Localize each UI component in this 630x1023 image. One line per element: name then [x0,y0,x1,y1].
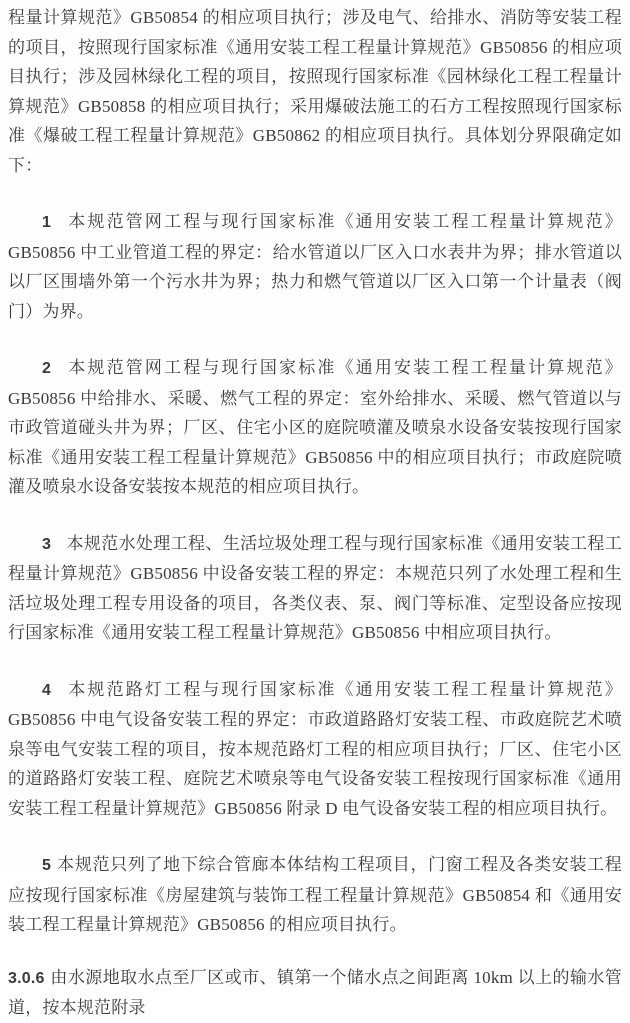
list-item-text: 本规范水处理工程、生活垃圾处理工程与现行国家标准《通用安装工程工程量计算规范》GB50856 中设备安装工程的界定：本规范只列了水处理工程和生活垃圾处理工程专用设备的项目，各类仪表、泵、阀门等标准、定型设备应按现行国家标准《通用安装工程工程量计算规范》GB50856 中相应项目执行。 [8,533,622,642]
list-item-text: 本规范管网工程与现行国家标准《通用安装工程工程量计算规范》GB50856 中工业管道工程的界定：给水管道以厂区入口水表井为界；排水管道以以厂区围墙外第一个污水井为界；热力和燃气管道以厂区入口第一个计量表（阀门）为界。 [8,212,622,321]
list-item-number: 5 [42,857,52,874]
list-item-number: 2 [42,360,52,377]
list-item-1 [8,207,622,326]
list-item-text: 本规范管网工程与现行国家标准《通用安装工程工程量计算规范》GB50856 中给排水、采暖、燃气工程的界定：室外给排水、采暖、燃气管道以与市政管道碰头井为界；厂区、住宅小区的庭院喷灌及喷泉水设备安装按现行国家标准《通用安装工程工程量计算规范》GB50856 中的相应项目执行；市政庭院喷灌及喷泉水设备安装按本规范的相应项目执行。 [8,358,622,496]
list-item-2 [8,353,622,502]
section-text: 由水源地取水点至厂区或市、镇第一个储水点之间距离 10km 以上的输水管道，按本规范附录 [8,967,622,1017]
list-item-text: 本规范路灯工程与现行国家标准《通用安装工程工程量计算规范》GB50856 中电气设备安装工程的界定：市政道路路灯安装工程、市政庭院艺术喷泉等电气安装工程的项目，按本规范路灯工程的相应项目执行；厂区、住宅小区的道路路灯安装工程、庭院艺术喷泉等电气设备安装工程按现行国家标准《通用安装工程工程量计算规范》GB50856 附录 D 电气设备安装工程的相应项目执行。 [8,679,622,818]
paragraph-text: 程量计算规范》GB50854 的相应项目执行；涉及电气、给排水、消防等安装工程的项目，按照现行国家标准《通用安装工程工程量计算规范》GB50856 的相应项目执行；涉及园林绿化工程的项目，按照现行国家标准《园林绿化工程工程量计算规范》GB50858 的相应项目执行；采用爆破法施工的石方工程按照现行国家标准《爆破工程工程量计算规范》GB50862 的相应项目执行。具体划分界限确定如下： [8,8,622,175]
paragraph-continuation [8,3,622,180]
list-item-text: 本规范只列了地下综合管廊本体结构工程项目，门窗工程及各类安装工程应按现行国家标准《房屋建筑与装饰工程工程量计算规范》GB50854 和《通用安装工程工程量计算规范》GB50856 的相应项目执行。 [8,855,622,934]
list-item-number: 3 [42,535,52,553]
list-item-4 [8,675,622,824]
list-item-number: 1 [42,214,52,231]
list-item-3 [8,529,622,648]
section-heading-3-0-6 [8,963,622,1023]
list-item-5 [8,850,622,940]
list-item-number: 4 [42,681,52,699]
section-number: 3.0.6 [8,969,45,987]
